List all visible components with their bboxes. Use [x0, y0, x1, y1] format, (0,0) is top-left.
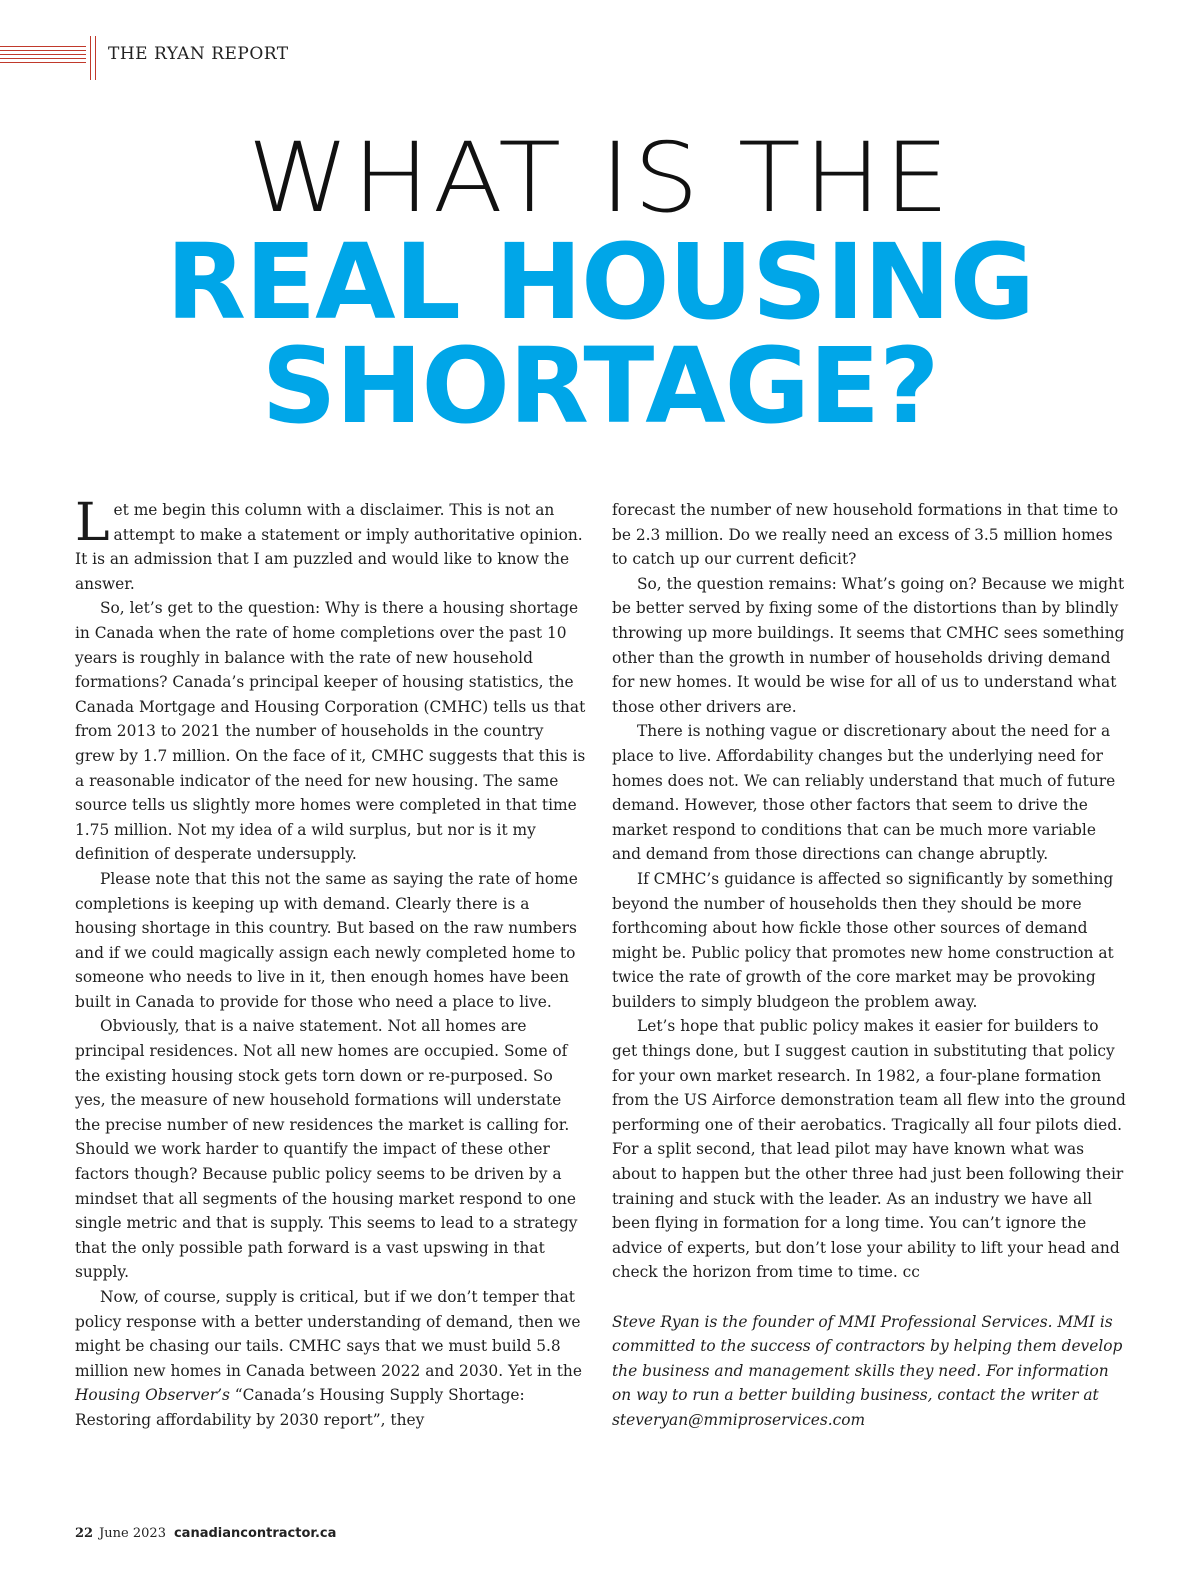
page-footer: [75, 1526, 336, 1541]
article-paragraph: There is nothing vague or discretionary about the need for a place to live. Affordability changes but the underlying need for homes does not. We can reliably understand that much of future demand. However, those other factors that seem to drive the market respond to conditions that can be much more variable and demand from those directions can change abruptly.: [612, 722, 1116, 864]
page-number: 22: [75, 1526, 94, 1541]
drop-cap: L: [75, 493, 110, 553]
header-rule-lines: [0, 44, 86, 66]
section-label: THE RYAN REPORT: [108, 44, 289, 64]
headline: [0, 122, 1200, 447]
article-paragraph: forecast the number of new household formations in that time to be 2.3 million. Do we really need an excess of 3.5 million homes to catch up our current deficit?: [612, 501, 1119, 569]
paragraph-text: “Canada’s Housing Supply Shortage: Restoring affordability by 2030 report”, they: [75, 1386, 525, 1429]
article-paragraph: So, let’s get to the question: Why is there a housing shortage in Canada when the rate of home completions over the past 10 years is roughly in balance with the rate of new household formations? Canada’s principal keeper of housing statistics, the Canada Mortgage and Housing Corporation (CMHC) tells us that from 2013 to 2021 the number of households in the country grew by 1.7 million. On the face of it, CMHC suggests that this is a reasonable indicator of the need for new housing. The same source tells us slightly more homes were completed in that time 1.75 million. Not my idea of a wild surplus, but nor is it my definition of desperate undersupply.: [75, 599, 586, 864]
article-column-left: [75, 493, 587, 1433]
article-paragraph: So, the question remains: What’s going on? Because we might be better served by fixing some of the distortions than by blindly throwing up more buildings. It seems that CMHC sees something other than the growth in number of households driving demand for new homes. It would be wise for all of us to understand what those other drivers are.: [612, 574, 1125, 716]
issue-date: June 2023: [99, 1526, 166, 1541]
article-paragraph: Please note that this not the same as saying the rate of home completions is keeping up with demand. Clearly there is a housing shortage in this country. But based on the raw numbers and if we could magically assign each newly completed home to someone who needs to live in it, then enough homes have been built in Canada to provide for those who need a place to live.: [75, 869, 578, 1011]
article-paragraph: [75, 493, 587, 596]
article-paragraph: Let’s hope that public policy makes it easier for builders to get things done, but I suggest caution in substituting that policy for your own market research. In 1982, a four-plane formation from the US Airforce demonstration team all flew into the ground performing one of their aerobatics. Tragically all four pilots died. For a split second, that lead pilot may have known what was about to happen but the other three had just been following their training and stuck with the leader. As an industry we have all been flying in formation for a long time. You can’t ignore the advice of experts, but don’t lose your ability to lift your head and check the horizon from time to time. cc: [612, 1017, 1126, 1282]
paragraph-text: et me begin this column with a disclaimer. This is not an attempt to make a statement or imply authoritative opinion. It is an admission that I am puzzled and would like to know the answer.: [75, 501, 583, 593]
paragraph-text: Now, of course, supply is critical, but if we don’t temper that policy response with a better understanding of demand, then we might be chasing our tails. CMHC says that we must build 5.8 million new homes in Canada between 2022 and 2030. Yet in the: [75, 1288, 582, 1380]
article-paragraph: Obviously, that is a naive statement. Not all homes are principal residences. Not all new homes are occupied. Some of the existing housing stock gets torn down or re-purposed. So yes, the measure of new household formations will understate the precise number of new residences the market is calling for. Should we work harder to quantify the impact of these other factors though? Because public policy seems to be driven by a mindset that all segments of the housing market respond to one single metric and that is supply. This seems to lead to a strategy that the only possible path forward is a vast upswing in that supply.: [75, 1017, 578, 1282]
website-link[interactable]: canadiancontractor.ca: [173, 1526, 337, 1541]
article-paragraph: [75, 1285, 587, 1433]
headline-line-3: SHORTAGE?: [261, 325, 939, 447]
article-column-right: [612, 498, 1128, 1433]
headline-line-1: WHAT IS THE: [247, 122, 953, 234]
publication-title: Housing Observer’s: [75, 1386, 230, 1405]
header-divider: [87, 36, 101, 80]
author-bio: Steve Ryan is the founder of MMI Professional Services. MMI is committed to the success of contractors by helping them develop the business and management skills they need. For information on way to run a better building business, contact the writer at steveryan@mmiproservices.com: [612, 1312, 1123, 1429]
article-paragraph: If CMHC’s guidance is affected so significantly by something beyond the number of households then they should be more forthcoming about how fickle those other sources of demand might be. Public policy that promotes new home construction at twice the rate of growth of the core market may be provoking builders to simply bludgeon the problem away.: [612, 869, 1114, 1011]
headline-line-2: REAL HOUSING: [166, 221, 1034, 343]
